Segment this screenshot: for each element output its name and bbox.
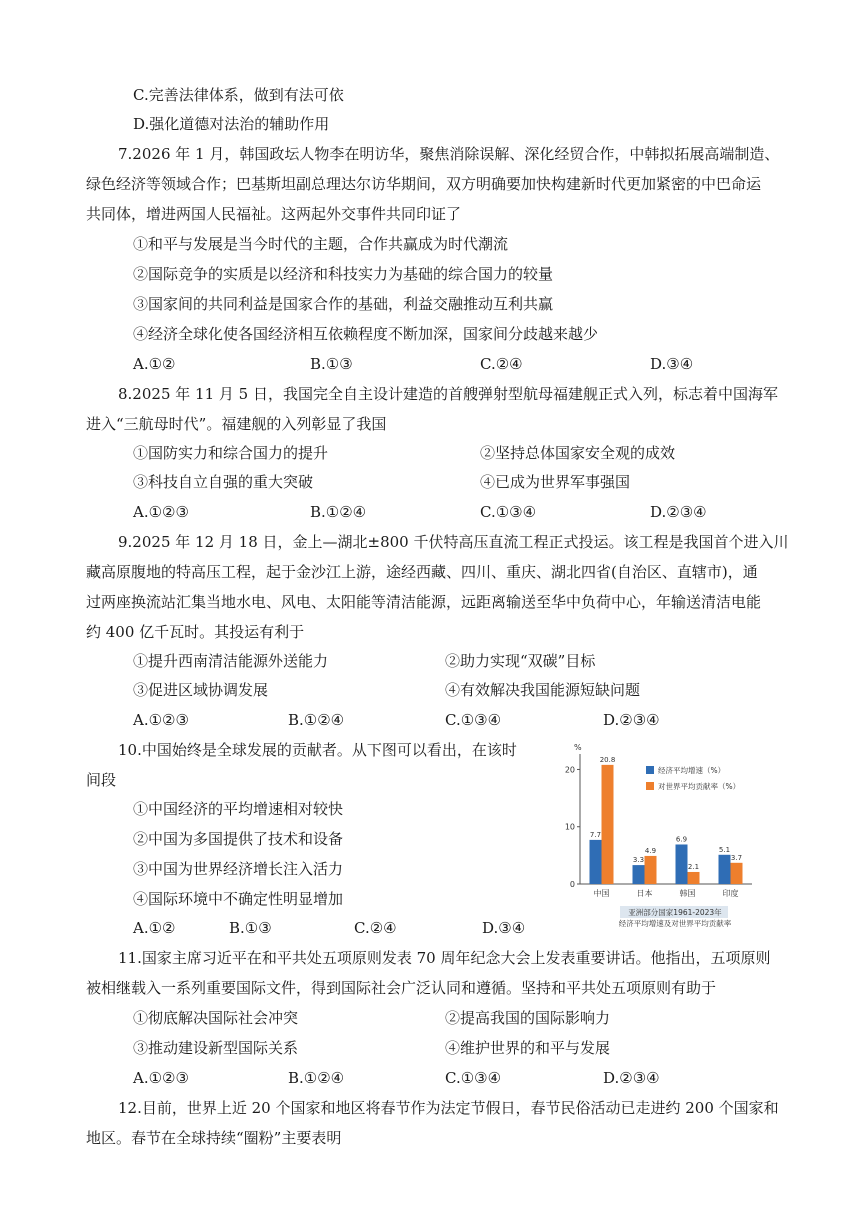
q11-item-2: ②提高我国的国际影响力 (445, 1009, 611, 1027)
q12-stem-line-2: 地区。春节在全球持续“圈粉”主要表明 (86, 1129, 342, 1147)
q10-stem-line-2: 间段 (86, 771, 117, 789)
bar-日本-1 (633, 865, 645, 884)
bar-印度-2 (731, 863, 743, 884)
q6-option-d: D.强化道德对法治的辅助作用 (133, 115, 330, 133)
q11-stem-line-2: 被相继载入一系列重要国际文件，得到国际社会广泛认同和遵循。坚持和平共处五项原则有助于 (86, 979, 717, 997)
q11-item-4: ④维护世界的和平与发展 (445, 1039, 611, 1057)
q8-option-c: C.①③④ (480, 503, 537, 521)
bar-韩国-1 (676, 844, 688, 884)
bar-value-label: 4.9 (644, 846, 657, 855)
q10-item-2: ②中国为多国提供了技术和设备 (133, 830, 344, 848)
q10-option-d: D.③④ (482, 919, 526, 937)
bar-value-label: 20.8 (599, 755, 616, 764)
growth-contribution-chart (560, 742, 800, 932)
q11-option-c: C.①③④ (445, 1069, 502, 1087)
q10-option-b: B.①③ (229, 919, 272, 937)
q9-option-d: D.②③④ (603, 711, 660, 729)
q11-option-d: D.②③④ (603, 1069, 660, 1087)
q8-option-d: D.②③④ (650, 503, 707, 521)
q7-stem-line-2: 绿色经济等领域合作；巴基斯坦副总理达尔访华期间，双方明确要加快构建新时代更加紧密的中巴命运 (86, 175, 762, 193)
q6-option-c: C.完善法律体系，做到有法可依 (133, 86, 344, 104)
q11-option-a: A.①②③ (133, 1069, 189, 1087)
chart-caption-line-2: 经济平均增速及对世界平均贡献率 (618, 919, 732, 928)
q10-option-a: A.①② (133, 919, 176, 937)
q10-item-1: ①中国经济的平均增速相对较快 (133, 800, 344, 818)
q8-stem-line-2: 进入“三航母时代”。福建舰的入列彰显了我国 (86, 415, 387, 433)
q9-item-4: ④有效解决我国能源短缺问题 (445, 681, 641, 699)
bar-value-label: 2.1 (687, 862, 700, 871)
y-tick-label: 20 (564, 765, 575, 775)
q9-item-2: ②助力实现“双碳”目标 (445, 652, 596, 670)
legend-swatch-1 (646, 766, 654, 774)
y-tick-label: 10 (564, 822, 575, 832)
q11-item-3: ③推动建设新型国际关系 (133, 1039, 299, 1057)
bar-value-label: 5.1 (718, 845, 731, 854)
y-axis-label: % (574, 743, 582, 752)
q10-item-4: ④国际环境中不确定性明显增加 (133, 890, 344, 908)
q10-option-c: C.②④ (354, 919, 397, 937)
q10-item-3: ③中国为世界经济增长注入活力 (133, 860, 344, 878)
q8-stem-line-1: 8.2025 年 11 月 5 日，我国完全自主设计建造的首艘弹射型航母福建舰正式入列，标志着中国海军 (118, 385, 778, 403)
category-label-韩国: 韩国 (679, 889, 696, 898)
q9-option-b: B.①②④ (288, 711, 345, 729)
q8-item-2: ②坚持总体国家安全观的成效 (480, 444, 676, 462)
bar-印度-1 (719, 855, 731, 884)
q8-item-1: ①国防实力和综合国力的提升 (133, 444, 329, 462)
q12-stem-line-1: 12.目前，世界上近 20 个国家和地区将春节作为法定节假日，春节民俗活动已走进约 200 个国家和 (118, 1099, 779, 1117)
bar-value-label: 3.3 (632, 856, 645, 865)
q11-stem-line-1: 11.国家主席习近平在和平共处五项原则发表 70 周年纪念大会上发表重要讲话。他指出，五项原则 (118, 949, 771, 967)
bar-value-label: 7.7 (589, 830, 602, 839)
q9-stem-line-3: 过两座换流站汇集当地水电、风电、太阳能等清洁能源，远距离输送至华中负荷中心，年输送清洁电能 (86, 593, 762, 611)
q7-stem-line-3: 共同体，增进两国人民福祉。这两起外交事件共同印证了 (86, 205, 462, 223)
q8-item-4: ④已成为世界军事强国 (480, 473, 631, 491)
q9-option-c: C.①③④ (445, 711, 502, 729)
q9-option-a: A.①②③ (133, 711, 189, 729)
bar-中国-1 (590, 840, 602, 884)
q7-item-2: ②国际竞争的实质是以经济和科技实力为基础的综合国力的较量 (133, 265, 554, 283)
q7-option-d: D.③④ (650, 355, 694, 373)
category-label-日本: 日本 (636, 889, 653, 898)
bar-value-label: 3.7 (730, 853, 743, 862)
chart-caption-line-1: 亚洲部分国家1961-2023年 (628, 908, 722, 917)
bar-中国-2 (602, 765, 614, 884)
bar-日本-2 (645, 856, 657, 884)
legend-label-2: 对世界平均贡献率（%） (658, 782, 741, 791)
q11-option-b: B.①②④ (288, 1069, 345, 1087)
category-label-印度: 印度 (722, 889, 739, 898)
legend-label-1: 经济平均增速（%） (658, 766, 726, 775)
q7-stem-line-1: 7.2026 年 1 月，韩国政坛人物李在明访华，聚焦消除误解、深化经贸合作，中韩拟拓展高端制造、 (118, 145, 780, 163)
q10-stem-line-1: 10.中国始终是全球发展的贡献者。从下图可以看出，在该时 (118, 741, 517, 759)
legend-swatch-2 (646, 782, 654, 790)
q9-stem-line-4: 约 400 亿千瓦时。其投运有利于 (86, 623, 305, 641)
bar-value-label: 6.9 (675, 835, 688, 844)
q7-item-1: ①和平与发展是当今时代的主题，合作共赢成为时代潮流 (133, 235, 509, 253)
q11-item-1: ①彻底解决国际社会冲突 (133, 1009, 299, 1027)
q8-item-3: ③科技自立自强的重大突破 (133, 473, 314, 491)
q8-option-b: B.①②④ (310, 503, 367, 521)
q7-option-b: B.①③ (310, 355, 353, 373)
q7-item-3: ③国家间的共同利益是国家合作的基础，利益交融推动互利共赢 (133, 295, 554, 313)
q7-option-a: A.①② (133, 355, 176, 373)
q9-stem-line-1: 9.2025 年 12 月 18 日，金上—湖北±800 千伏特高压直流工程正式投运。该工程是我国首个进入川 (118, 533, 789, 551)
q9-item-3: ③促进区域协调发展 (133, 681, 269, 699)
q8-option-a: A.①②③ (133, 503, 189, 521)
bar-韩国-2 (688, 872, 700, 884)
q7-item-4: ④经济全球化使各国经济相互依赖程度不断加深，国家间分歧越来越少 (133, 325, 599, 343)
q9-stem-line-2: 藏高原腹地的特高压工程，起于金沙江上游，途经西藏、四川、重庆、湖北四省(自治区、直辖市)，通 (86, 563, 758, 581)
q9-item-1: ①提升西南清洁能源外送能力 (133, 652, 329, 670)
y-tick-label: 0 (569, 880, 575, 889)
q7-option-c: C.②④ (480, 355, 523, 373)
category-label-中国: 中国 (593, 889, 610, 898)
